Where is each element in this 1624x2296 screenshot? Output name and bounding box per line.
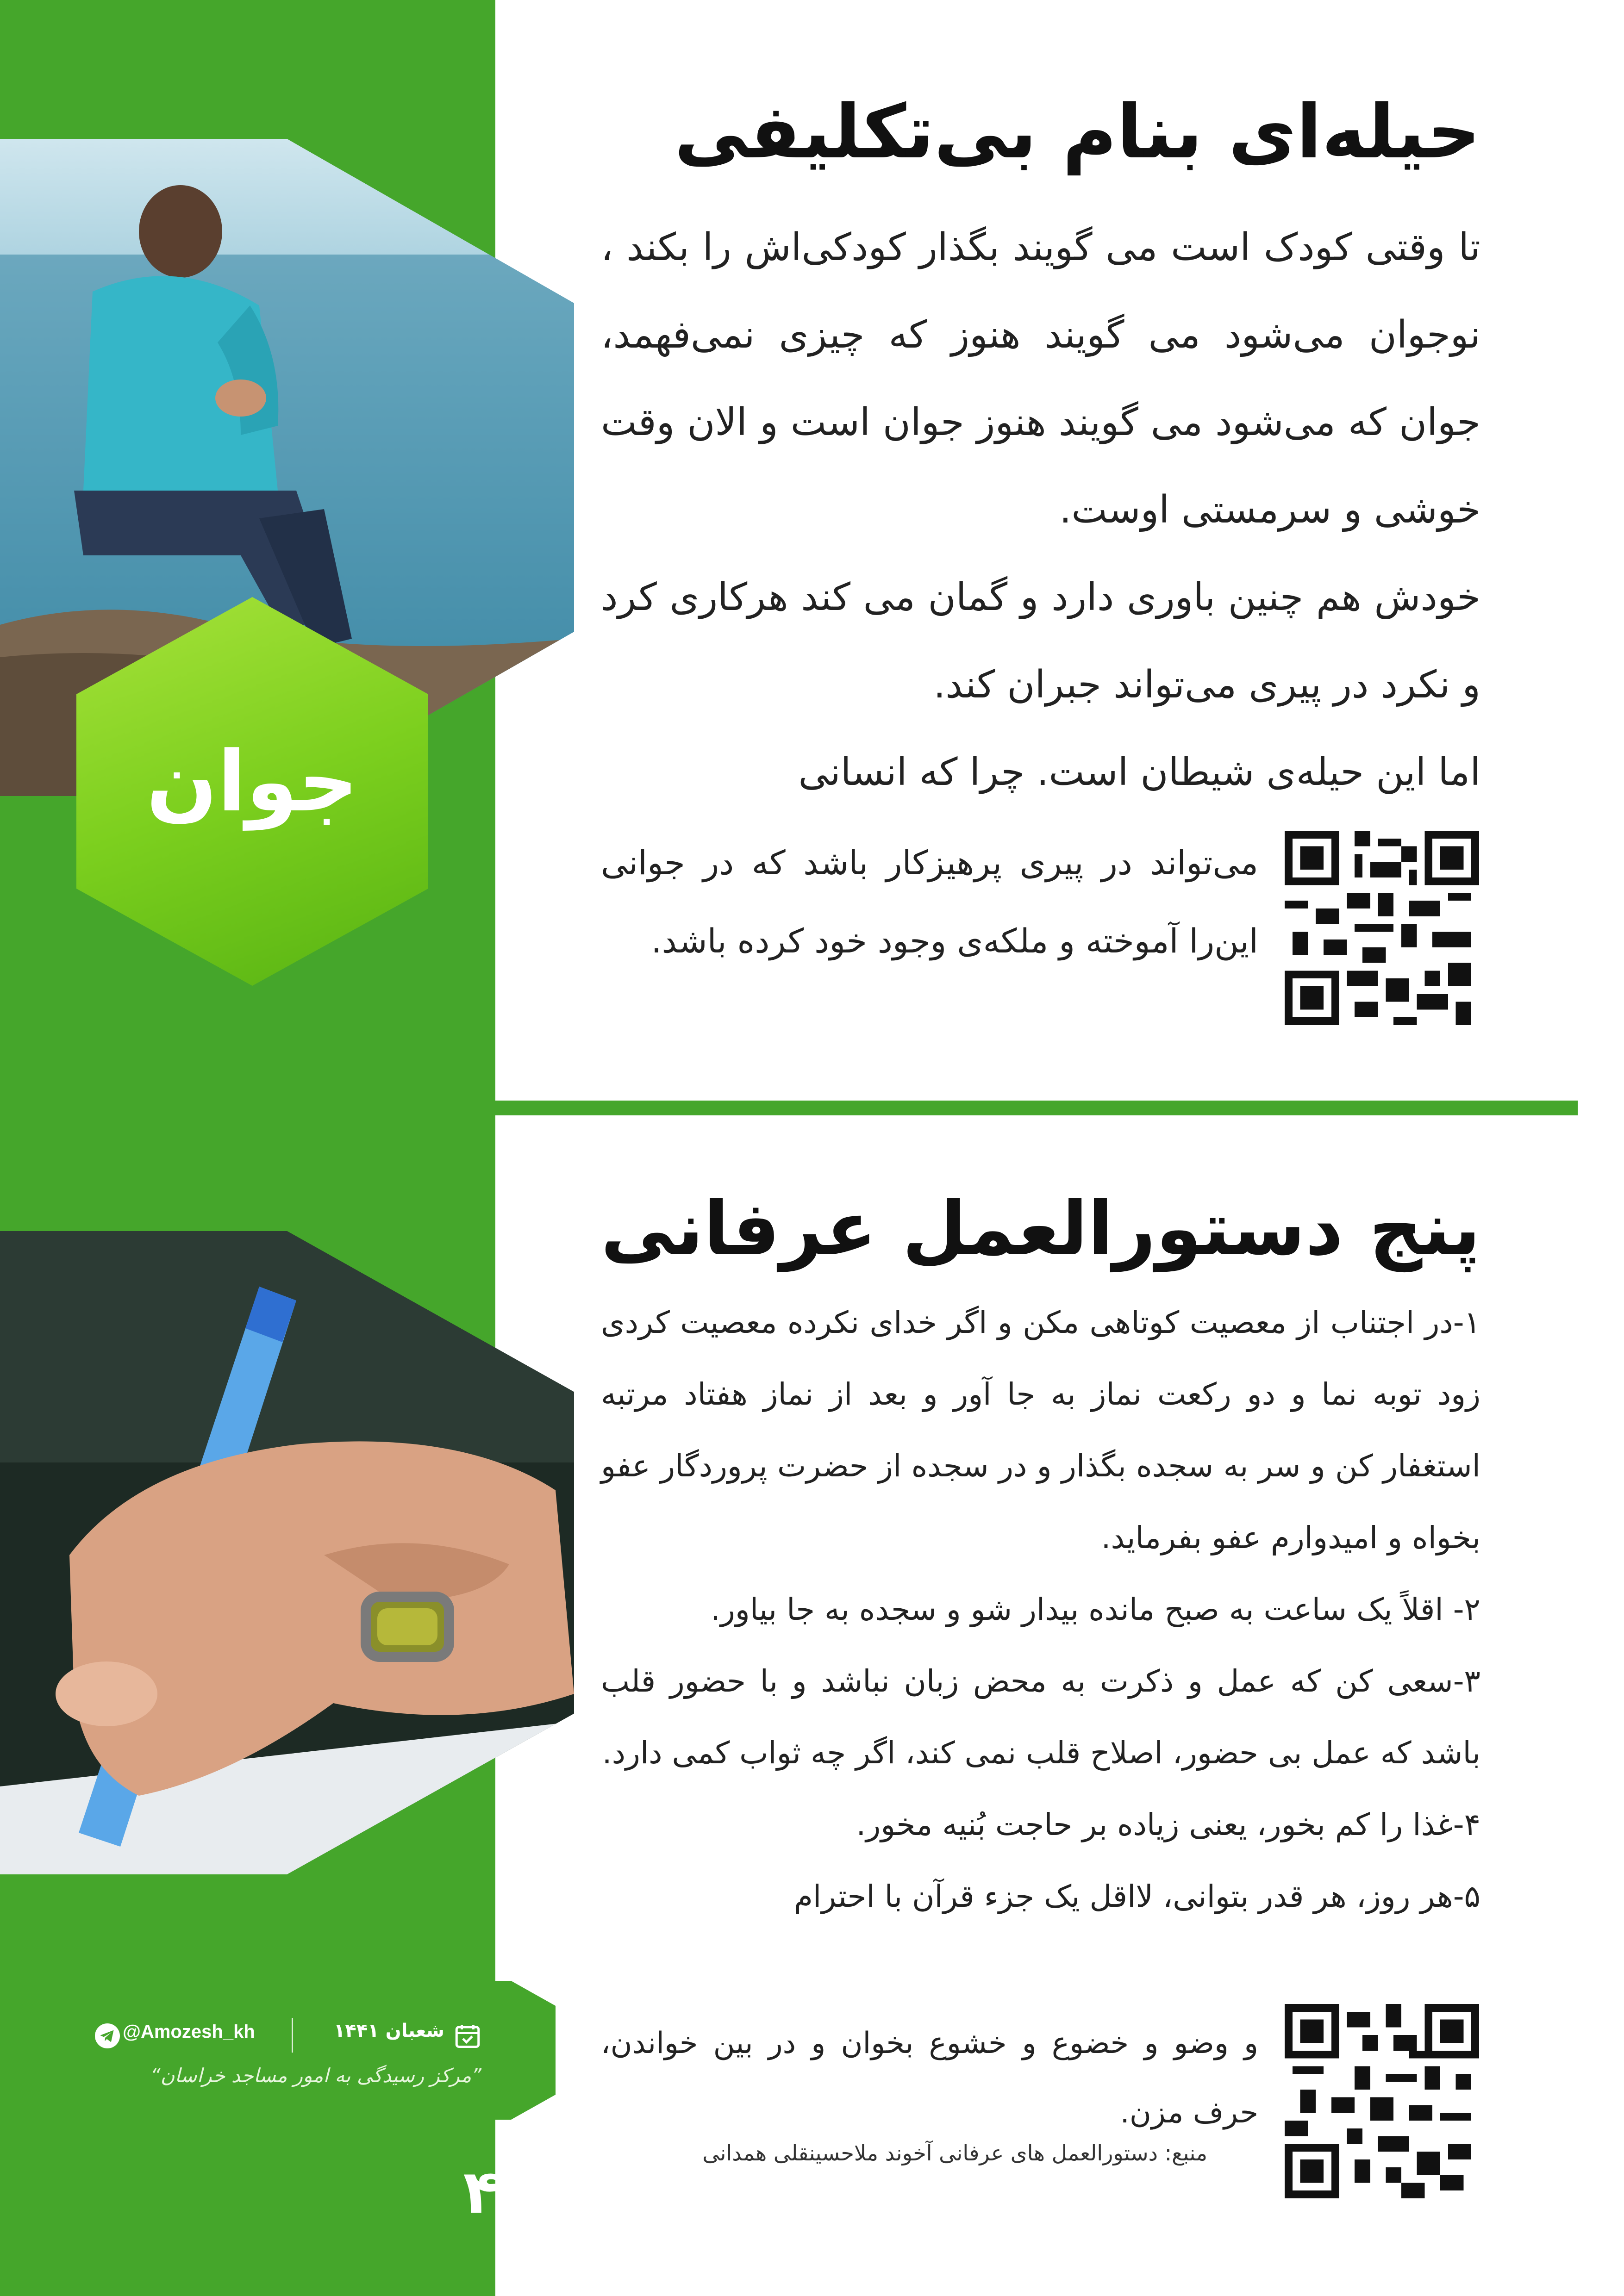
list-item: ۵-هر روز، هر قدر بتوانی، لااقل یک جزء قرآن با احترام xyxy=(793,1879,1480,1914)
calendar-icon xyxy=(454,2022,481,2050)
list-item: ۴-غذا را کم بخور، یعنی زیاده بر حاجت بُنیه مخور. xyxy=(856,1807,1480,1842)
article-body-1-continued: می‌تواند در پیری پرهیزکار باشد که در جوانی این‌را آموخته و ملکه‌ی وجود خود کرده باشد. xyxy=(601,843,1258,960)
list-item: ۲- اقلاً یک ساعت به صبح مانده بیدار شو و سجده به جا بیاور. xyxy=(711,1592,1480,1627)
article-title-1: حیله‌ای بنام بی‌تکلیفی xyxy=(674,88,1480,175)
paragraph: خودش هم چنین باوری دارد و گمان می کند هرکاری کرد و نکرد در پیری می‌تواند جبران کند. xyxy=(601,575,1480,707)
article-body-2 xyxy=(601,1287,1480,1932)
qr-code-icon[interactable] xyxy=(1285,2004,1479,2198)
article-body-2-continued: و وضو و خضوع و خشوع بخوان و در بین خواندن، حرف مزن. xyxy=(601,2026,1258,2130)
source-note: منبع: دستورالعمل های عرفانی آخوند ملاحسینقلی همدانی xyxy=(702,2140,1207,2165)
footer-strip xyxy=(0,1981,556,2120)
article-title-2: پنج دستورالعمل عرفانی xyxy=(600,1185,1480,1272)
issue-date: شعبان ۱۴۴۱ xyxy=(334,2020,444,2041)
organization-name: “مرکز رسیدگی به امور مساجد خراسان” xyxy=(150,2064,481,2087)
badge-label: جوان xyxy=(146,734,358,830)
qr-code-icon[interactable] xyxy=(1285,831,1479,1025)
paragraph: اما این حیله‌ی شیطان است. چرا که انسانی xyxy=(798,750,1480,794)
list-item: ۱-در اجتناب از معصیت کوتاهی مکن و اگر خدای نکرده معصیت کردی زود توبه نما و دو رکعت نماز به جا آور و بعد از نماز هفتاد مرتبه استغفار کن و سر به سجده بگذار و در سجده از حضرت پروردگار عفو بخواه و امیدوارم عفو بفرماید. xyxy=(601,1305,1480,1556)
paragraph: تا وقتی کودک است می گویند بگذار کودکی‌اش را بکند ، نوجوان می‌شود می گویند هنوز که چیزی نمی‌فهمد، جوان که می‌شود می گویند هنوز جوان است و الان وقت خوشی و سرمستی اوست. xyxy=(601,225,1480,532)
telegram-icon[interactable] xyxy=(95,2023,120,2048)
footer-separator xyxy=(292,2018,293,2053)
section-divider xyxy=(495,1101,1578,1115)
page-number: ۴ xyxy=(463,2157,500,2227)
telegram-handle[interactable]: @Amozesh_kh xyxy=(123,2022,255,2042)
article-body-1 xyxy=(601,204,1480,816)
list-item: ۳-سعی کن که عمل و ذکرت به محض زبان نباشد و با حضور قلب باشد که عمل بی حضور، اصلاح قلب نمی کند، اگر چه ثواب کمی دارد. xyxy=(601,1663,1480,1771)
